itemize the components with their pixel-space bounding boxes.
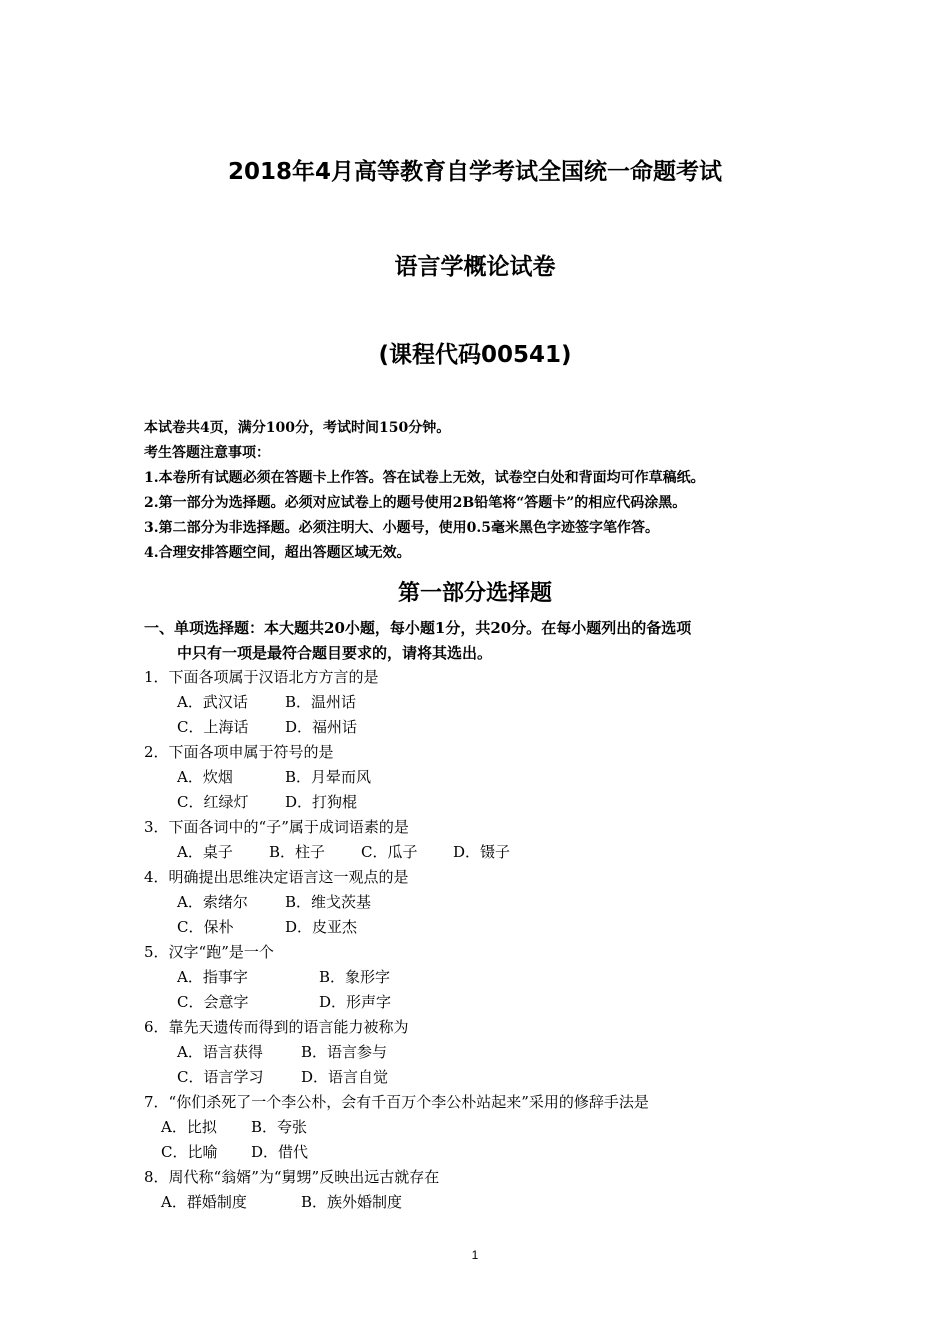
option-row [144, 965, 864, 990]
option: D．福州话 [285, 718, 358, 736]
question-list [144, 665, 864, 1215]
option: A．桌子 [177, 843, 233, 861]
option: C．比喻 [161, 1143, 218, 1161]
option: C．上海话 [177, 718, 249, 736]
exam-notes [144, 416, 844, 566]
option-row [144, 915, 864, 940]
option-row [144, 690, 864, 715]
question-stem: 7．“你们杀死了一个李公朴，会有千百万个李公朴站起来”采用的修辞手法是 [144, 1093, 649, 1111]
question-stem: 3．下面各词中的“子”属于成词语素的是 [144, 818, 409, 836]
option: A．炊烟 [177, 768, 233, 786]
option: B．族外婚制度 [301, 1193, 403, 1211]
option: D．镊子 [453, 843, 511, 861]
option: B．象形字 [319, 968, 391, 986]
option: B．月晕而风 [285, 768, 372, 786]
note-line: 2.第一部分为选择题。必须对应试卷上的题号使用2B铅笔将“答题卡”的相应代码涂黑。 [144, 495, 687, 511]
option: B．夸张 [251, 1118, 308, 1136]
option-row [144, 990, 864, 1015]
question-stem: 6．靠先天遗传而得到的语言能力被称为 [144, 1018, 409, 1036]
option: A．比拟 [161, 1118, 217, 1136]
instruction-line: 一、单项选择题：本大题共20小题，每小题1分，共20分。在每小题列出的备选项 [144, 619, 692, 637]
option-row [144, 1040, 864, 1065]
option: D．语言自觉 [301, 1068, 389, 1086]
option: B．柱子 [269, 843, 326, 861]
option: D．皮亚杰 [285, 918, 358, 936]
section-instructions [144, 616, 864, 666]
note-line: 考生答题注意事项： [144, 445, 270, 461]
exam-title: 2018年4月高等教育自学考试全国统一命题考试 [227, 159, 723, 185]
option-row [144, 765, 864, 790]
instruction-line: 中只有一项是最符合题目要求的，请将其选出。 [177, 644, 493, 662]
option: D．借代 [251, 1143, 309, 1161]
option: D．打狗棍 [285, 793, 358, 811]
note-line: 本试卷共4页，满分100分，考试时间150分钟。 [144, 420, 451, 436]
option-row [144, 790, 864, 815]
course-code: (课程代码00541) [378, 342, 572, 368]
option: A．指事字 [177, 968, 248, 986]
option: B．维戈茨基 [285, 893, 372, 911]
option-row [144, 840, 864, 865]
option: A．索绪尔 [177, 893, 248, 911]
option-row [144, 1065, 864, 1090]
paper-subtitle: 语言学概论试卷 [394, 254, 556, 280]
option: C．红绿灯 [177, 793, 249, 811]
option: C．保朴 [177, 918, 234, 936]
option-row [144, 715, 864, 740]
option: A．语言获得 [177, 1043, 263, 1061]
option: C．语言学习 [177, 1068, 264, 1086]
question-stem: 4．明确提出思维决定语言这一观点的是 [144, 868, 409, 886]
option: C．瓜子 [361, 843, 418, 861]
option: B．语言参与 [301, 1043, 388, 1061]
question-stem: 2．下面各项申属于符号的是 [144, 743, 334, 761]
question-stem: 1．下面各项属于汉语北方方言的是 [144, 668, 379, 686]
option: C．会意字 [177, 993, 249, 1011]
option-row [144, 1140, 864, 1165]
page-number: 1 [471, 1248, 479, 1262]
option: A．武汉话 [177, 693, 248, 711]
option-row [144, 1115, 864, 1140]
option-row [144, 890, 864, 915]
note-line: 4.合理安排答题空间，超出答题区域无效。 [144, 545, 411, 561]
option: A．群婚制度 [161, 1193, 247, 1211]
question-stem: 8．周代称“翁婿”为“舅甥”反映出远古就存在 [144, 1168, 440, 1186]
note-line: 1.本卷所有试题必须在答题卡上作答。答在试卷上无效，试卷空白处和背面均可作草稿纸。 [144, 470, 705, 486]
option: D．形声字 [319, 993, 392, 1011]
option-row [144, 1190, 864, 1215]
option: B．温州话 [285, 693, 357, 711]
section-title: 第一部分选择题 [397, 580, 552, 606]
note-line: 3.第二部分为非选择题。必须注明大、小题号，使用0.5毫米黑色字迹签字笔作答。 [144, 520, 659, 536]
question-stem: 5．汉字“跑”是一个 [144, 943, 274, 961]
